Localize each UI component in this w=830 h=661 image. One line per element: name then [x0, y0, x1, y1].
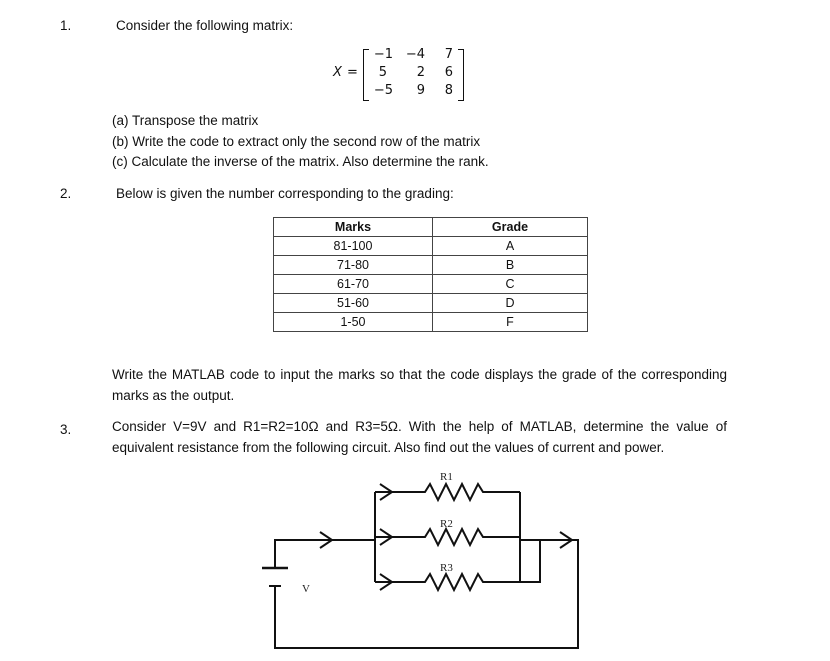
marks-cell: 81-100	[274, 237, 433, 256]
battery-icon	[262, 568, 288, 586]
matrix-cell: 2	[416, 65, 425, 80]
question-1-prompt: Consider the following matrix:	[116, 18, 294, 33]
grade-header: Grade	[433, 218, 588, 237]
question-2-instruction: Write the MATLAB code to input the marks so that the code displays the grade of the corresponding marks as the output.	[112, 367, 727, 403]
table-row	[274, 294, 588, 313]
table-header-row	[274, 218, 588, 237]
matrix-cell: −4	[405, 47, 425, 62]
label-r2: R2	[440, 518, 453, 530]
matrix-cell: 8	[444, 83, 453, 98]
question-2-prompt: Below is given the number corresponding to the grading:	[116, 186, 454, 201]
label-r3: R3	[440, 562, 453, 574]
wire-return	[275, 540, 578, 648]
table-row	[274, 275, 588, 294]
question-3-prompt: Consider V=9V and R1=R2=10Ω and R3=5Ω. With the help of MATLAB, determine the value of equivalent resistance from the following circuit. Also find out the values of current and power.	[112, 419, 727, 455]
resistor-r1	[375, 484, 520, 500]
grade-cell: D	[433, 294, 588, 313]
resistor-r2	[375, 529, 520, 545]
matrix-cell: 9	[416, 83, 425, 98]
matrix-right-bracket	[458, 49, 464, 101]
matrix-cell: 5	[378, 65, 387, 80]
grading-table	[273, 217, 588, 332]
question-1-part-a: (a) Transpose the matrix	[112, 113, 259, 128]
matrix-cell: 6	[444, 65, 453, 80]
resistor-r3	[375, 574, 520, 590]
wire-right-node	[520, 492, 540, 582]
question-2-number: 2.	[60, 186, 72, 201]
marks-header: Marks	[274, 218, 433, 237]
grade-cell: F	[433, 313, 588, 332]
marks-cell: 1-50	[274, 313, 433, 332]
question-1-part-c: (c) Calculate the inverse of the matrix. Also determine the rank.	[112, 154, 489, 169]
question-1-number: 1.	[60, 18, 72, 33]
question-3-number: 3.	[60, 422, 72, 437]
marks-cell: 51-60	[274, 294, 433, 313]
table-row	[274, 313, 588, 332]
marks-cell: 71-80	[274, 256, 433, 275]
label-r1: R1	[440, 471, 453, 483]
label-v: V	[302, 583, 310, 595]
matrix-cell: 7	[444, 47, 453, 62]
marks-cell: 61-70	[274, 275, 433, 294]
table-row	[274, 237, 588, 256]
matrix-label: X	[333, 65, 342, 80]
matrix-cell: −5	[373, 83, 393, 98]
grade-cell: C	[433, 275, 588, 294]
question-1-part-b: (b) Write the code to extract only the second row of the matrix	[112, 134, 481, 149]
table-row	[274, 256, 588, 275]
grade-cell: A	[433, 237, 588, 256]
matrix-equals: =	[347, 65, 358, 80]
circuit-diagram	[250, 470, 590, 655]
matrix-cell: −1	[373, 47, 393, 62]
grade-cell: B	[433, 256, 588, 275]
